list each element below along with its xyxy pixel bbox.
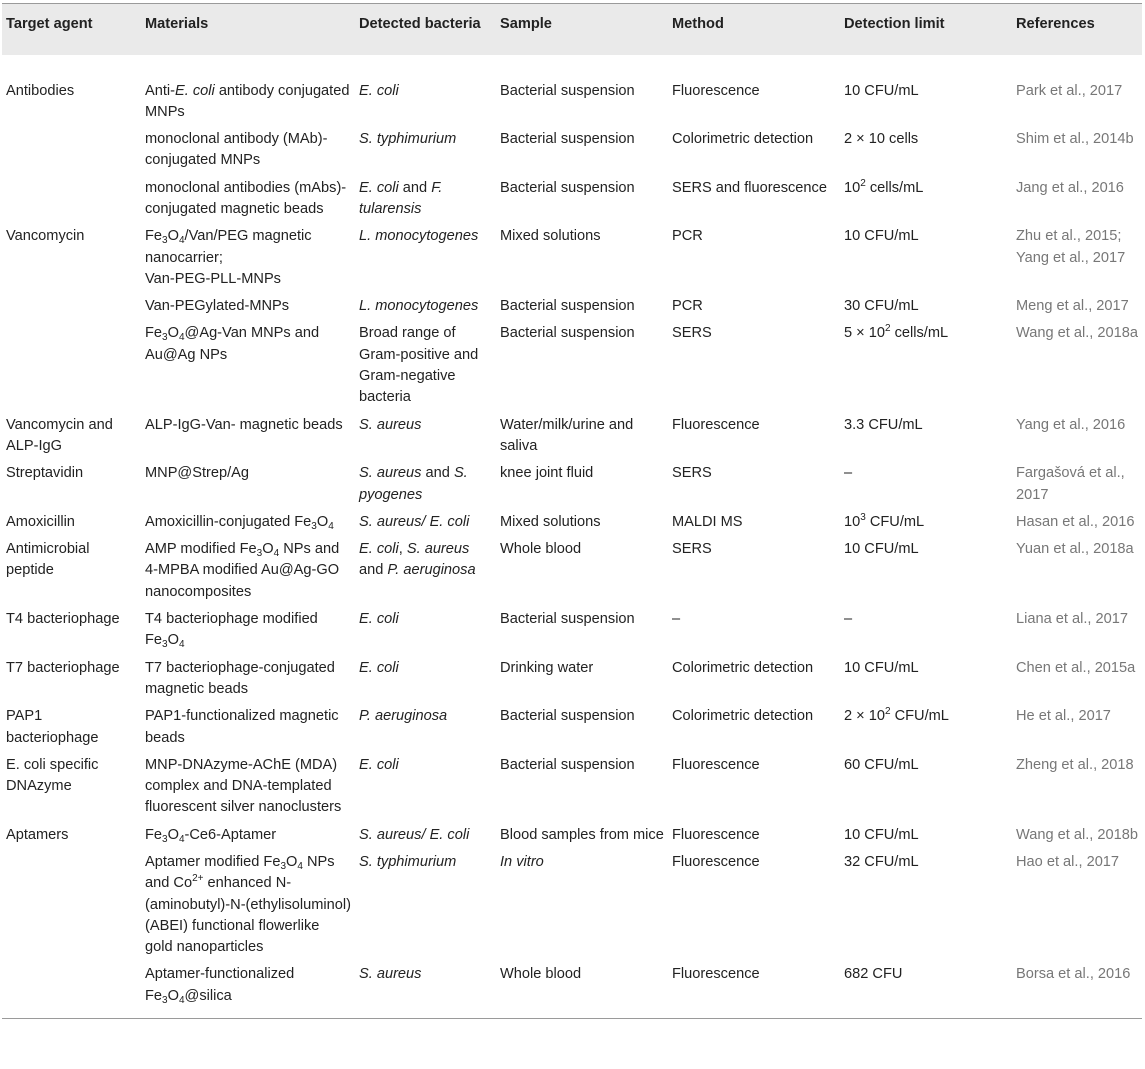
- target-agent-cell: Amoxicillin: [6, 513, 75, 530]
- materials-cell: PAP1-functionalized magnetic beads: [145, 708, 339, 746]
- detection-limit-cell: $10^3$ CFU/mL: [844, 511, 925, 530]
- reference-cell: Park et al., 2017: [1016, 82, 1123, 99]
- method-cell: Fluorescence: [672, 756, 760, 773]
- reference-cell: Chen et al., 2015a: [1016, 659, 1136, 676]
- detected-bacteria-cell: S. aureus and S. pyogenes: [359, 465, 468, 503]
- detected-bacteria-cell: E. coli and F. tularensis: [359, 179, 443, 217]
- detected-bacteria-cell: L. monocytogenes: [359, 228, 479, 245]
- sample-cell: Bacterial suspension: [500, 756, 635, 773]
- table-row: [2, 55, 1142, 127]
- target-agent-cell: T4 bacteriophage: [6, 611, 120, 628]
- reference-cell: Wang et al., 2018a: [1016, 325, 1138, 342]
- sample-cell: Drinking water: [500, 659, 594, 676]
- materials-cell: Anti-E. coli antibody conjugated MNPs: [145, 82, 350, 120]
- target-agent-cell: Antimicrobial peptide: [6, 541, 90, 579]
- detection-limit-cell: 32 CFU/mL: [844, 854, 919, 870]
- materials-cell: ALP-IgG-Van- magnetic beads: [145, 416, 343, 433]
- method-cell: Fluorescence: [672, 416, 760, 433]
- detection-limit-cell: 10 CFU/mL: [844, 228, 919, 245]
- detection-limit-cell: 10 CFU/mL: [844, 541, 919, 558]
- method-cell: SERS and fluorescence: [672, 179, 827, 196]
- detection-limit-cell: 10 CFU/mL: [844, 82, 919, 99]
- target-agent-cell: Streptavidin: [6, 465, 84, 482]
- detection-limit-cell: –: [844, 611, 853, 628]
- method-cell: SERS: [672, 541, 712, 558]
- header-detected-bacteria: Detected bacteria: [359, 16, 481, 32]
- materials-cell: Aptamer modified $Fe_3O_4$ NPs and $Co^{2+}$ enhanced N-(aminobutyl)-N-(ethylisoluminol) (ABEI) functional flowerlike gold nanoparticles: [145, 854, 351, 956]
- materials-cell: $Fe_3O_4-Ce6$-Aptamer: [145, 826, 277, 845]
- bacteria-detection-table: [2, 3, 1142, 1019]
- materials-cell: Aptamer-functionalized $Fe_3O_4@silica$: [141, 961, 355, 1018]
- method-cell: –: [672, 611, 681, 628]
- table-row: [2, 961, 1142, 1018]
- target-agent-cell: [2, 126, 141, 175]
- sample-cell: Bacterial suspension: [500, 298, 635, 315]
- detected-bacteria-cell: S. aureus/ E. coli: [359, 826, 470, 843]
- table-row: [2, 752, 1142, 822]
- sample-cell: Bacterial suspension: [500, 131, 635, 148]
- header-method: Method: [672, 16, 724, 32]
- table-row: [2, 606, 1142, 655]
- detection-limit-cell: 60 CFU/mL: [844, 756, 919, 773]
- table-row: [2, 412, 1142, 461]
- reference-cell: Shim et al., 2014b: [1016, 131, 1134, 148]
- materials-cell: monoclonal antibodies (mAbs)-conjugated magnetic beads: [145, 179, 347, 217]
- materials-cell: $Fe_3O_4@Ag$-Van MNPs and Au@Ag NPs: [145, 325, 320, 363]
- detection-limit-cell: $5 \times 10^2$ cells/mL: [844, 323, 949, 342]
- detection-limit-cell: 682 CFU: [840, 961, 1012, 1018]
- sample-cell: Blood samples from mice: [500, 826, 664, 843]
- sample-cell: knee joint fluid: [500, 465, 594, 482]
- detected-bacteria-cell: P. aeruginosa: [359, 708, 448, 725]
- reference-cell: Yang et al., 2016: [1016, 416, 1126, 433]
- detected-bacteria-cell: L. monocytogenes: [359, 298, 479, 315]
- method-cell: MALDI MS: [672, 513, 743, 530]
- detected-bacteria-cell: E. coli, S. aureus and P. aeruginosa: [359, 541, 476, 579]
- sample-cell: Mixed solutions: [500, 228, 601, 245]
- reference-cell: Hasan et al., 2016: [1016, 513, 1135, 530]
- reference-cell: Fargašová et al., 2017: [1016, 465, 1125, 503]
- target-agent-cell: [2, 961, 141, 1018]
- materials-cell: MNP-DNAzyme-AChE (MDA) complex and DNA-templated fluorescent silver nanoclusters: [145, 756, 342, 816]
- table-row: [2, 703, 1142, 752]
- target-agent-cell: [2, 849, 141, 961]
- detection-limit-cell: $10^2$ cells/mL: [844, 177, 924, 196]
- detection-limit-cell: 2 × 10 cells: [844, 131, 919, 148]
- header-references: References: [1016, 16, 1095, 32]
- header-detection-limit: Detection limit: [844, 16, 945, 32]
- materials-cell: T4 bacteriophage modified $Fe_3O_4$: [145, 611, 318, 651]
- method-cell: Fluorescence: [672, 826, 760, 843]
- reference-cell: Meng et al., 2017: [1016, 298, 1129, 315]
- table-row: [2, 223, 1142, 293]
- detected-bacteria-cell: S. aureus: [359, 416, 422, 433]
- detected-bacteria-cell: S. typhimurium: [359, 131, 457, 148]
- detected-bacteria-cell: Broad range of Gram-positive and Gram-negative bacteria: [359, 325, 479, 406]
- detected-bacteria-cell: E. coli: [359, 756, 399, 773]
- reference-cell: Jang et al., 2016: [1016, 179, 1124, 196]
- materials-cell: MNP@Strep/Ag: [145, 465, 250, 482]
- method-cell: Fluorescence: [672, 82, 760, 99]
- detected-bacteria-cell: S. aureus/ E. coli: [359, 513, 470, 530]
- target-agent-cell: Vancomycin and ALP-IgG: [6, 416, 113, 454]
- detection-limit-cell: $2 \times 10^2$ CFU/mL: [844, 706, 949, 725]
- sample-cell: Whole blood: [496, 961, 668, 1018]
- reference-cell: Yuan et al., 2018a: [1016, 541, 1134, 558]
- table-row: [2, 460, 1142, 509]
- method-cell: SERS: [672, 465, 712, 482]
- table-row: [2, 126, 1142, 175]
- table-row: [2, 509, 1142, 536]
- sample-cell: Bacterial suspension: [500, 82, 635, 99]
- header-materials: Materials: [145, 16, 209, 32]
- table-row: [2, 536, 1142, 606]
- sample-cell: Mixed solutions: [500, 513, 601, 530]
- header-sample: Sample: [500, 16, 552, 32]
- target-agent-cell: Vancomycin: [6, 228, 85, 245]
- method-cell: Fluorescence: [672, 854, 760, 870]
- table-row: [2, 849, 1142, 961]
- method-cell: Colorimetric detection: [672, 708, 814, 725]
- table-body: [2, 55, 1142, 1019]
- reference-cell: He et al., 2017: [1016, 708, 1111, 725]
- reference-cell: Zhu et al., 2015; Yang et al., 2017: [1016, 228, 1126, 266]
- target-agent-cell: E. coli specific DNAzyme: [6, 756, 99, 795]
- method-cell: Colorimetric detection: [672, 131, 814, 148]
- detection-limit-cell: 10 CFU/mL: [844, 659, 919, 676]
- target-agent-cell: [2, 293, 141, 320]
- target-agent-cell: Antibodies: [6, 82, 75, 99]
- table-row: [2, 175, 1142, 224]
- materials-cell: $Fe_3O_4/Van$/PEG magnetic nanocarrier; Van-PEG-PLL-MNPs: [145, 228, 312, 287]
- table-row: [2, 320, 1142, 411]
- materials-cell: AMP modified $Fe_3O_4$ NPs and 4-MPBA modified Au@Ag-GO nanocomposites: [145, 541, 340, 600]
- detected-bacteria-cell: S. aureus: [355, 961, 496, 1018]
- materials-cell: T7 bacteriophage-conjugated magnetic beads: [145, 659, 335, 697]
- detection-limit-cell: –: [844, 465, 853, 482]
- method-cell: Colorimetric detection: [672, 659, 814, 676]
- target-agent-cell: [2, 320, 141, 411]
- detected-bacteria-cell: E. coli: [359, 659, 399, 676]
- table-row: [2, 293, 1142, 320]
- header-target-agent: Target agent: [6, 16, 93, 32]
- reference-cell: Borsa et al., 2016: [1012, 961, 1142, 1018]
- detected-bacteria-cell: E. coli: [359, 82, 399, 99]
- materials-cell: monoclonal antibody (MAb)-conjugated MNPs: [145, 131, 328, 169]
- materials-cell: Van-PEGylated-MNPs: [145, 298, 290, 315]
- materials-cell: Amoxicillin-conjugated $Fe_3O_4$: [145, 513, 334, 532]
- table-row: [2, 822, 1142, 849]
- target-agent-cell: PAP1 bacteriophage: [6, 708, 99, 746]
- target-agent-cell: T7 bacteriophage: [6, 659, 120, 676]
- table-row: [2, 655, 1142, 704]
- reference-cell: Zheng et al., 2018: [1016, 756, 1134, 773]
- target-agent-cell: [2, 175, 141, 224]
- method-cell: PCR: [672, 228, 703, 245]
- sample-cell: In vitro: [500, 854, 544, 870]
- target-agent-cell: Aptamers: [6, 826, 69, 843]
- detection-limit-cell: 30 CFU/mL: [844, 298, 919, 315]
- method-cell: PCR: [672, 298, 703, 315]
- sample-cell: Water/milk/urine and saliva: [500, 416, 634, 454]
- sample-cell: Bacterial suspension: [500, 611, 635, 628]
- detection-limit-cell: 10 CFU/mL: [844, 826, 919, 843]
- detection-limit-cell: 3.3 CFU/mL: [844, 416, 923, 433]
- sample-cell: Bacterial suspension: [500, 325, 635, 342]
- detected-bacteria-cell: E. coli: [359, 611, 399, 628]
- sample-cell: Whole blood: [500, 541, 582, 558]
- reference-cell: Hao et al., 2017: [1016, 854, 1120, 870]
- reference-cell: Liana et al., 2017: [1016, 611, 1128, 628]
- sample-cell: Bacterial suspension: [500, 708, 635, 725]
- detected-bacteria-cell: S. typhimurium: [359, 854, 457, 870]
- method-cell: Fluorescence: [668, 961, 840, 1018]
- reference-cell: Wang et al., 2018b: [1016, 826, 1138, 843]
- header-row: [2, 4, 1142, 55]
- sample-cell: Bacterial suspension: [500, 179, 635, 196]
- method-cell: SERS: [672, 325, 712, 342]
